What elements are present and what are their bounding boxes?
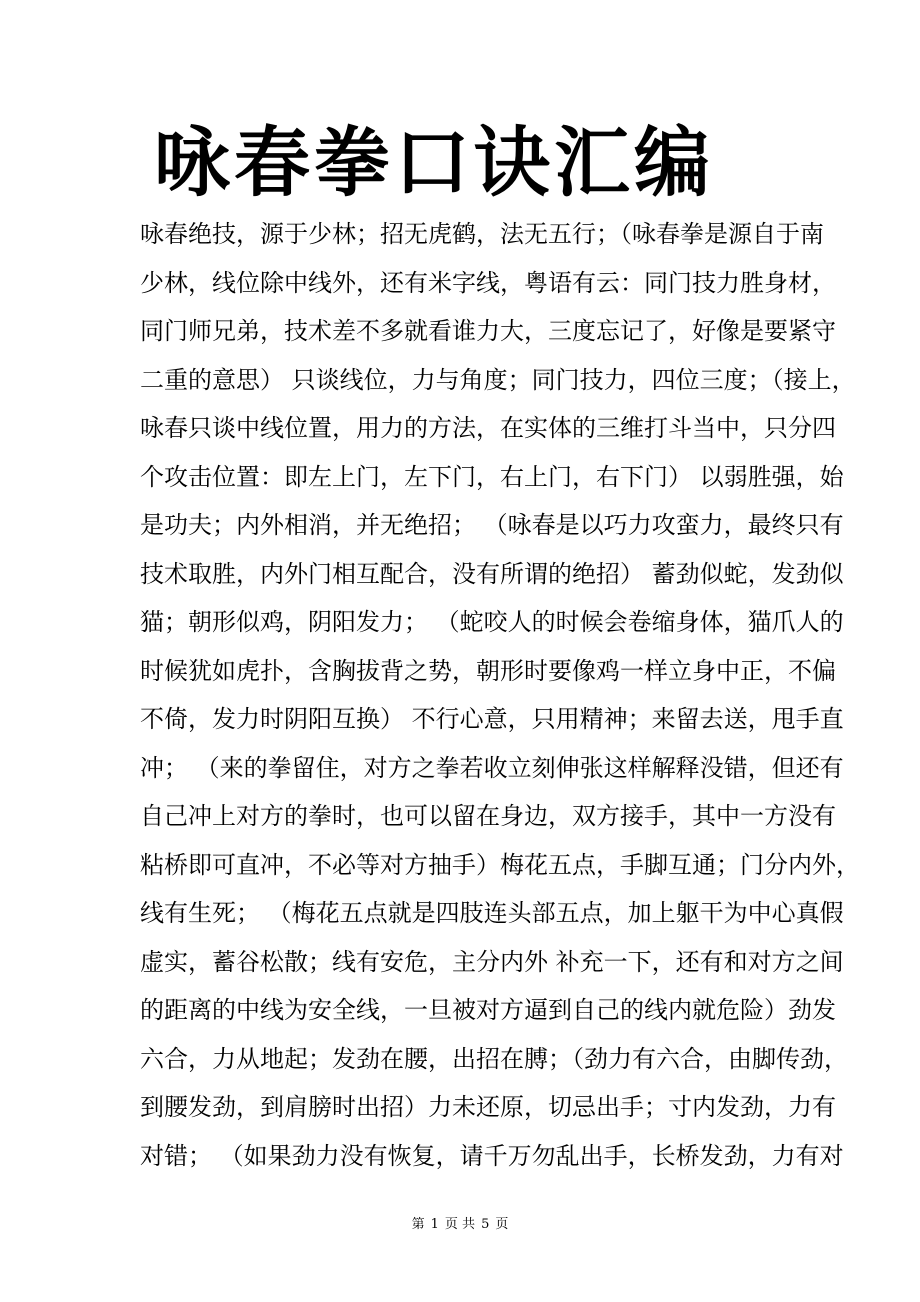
body-line: 自己冲上对方的拳时，也可以留在身边，双方接手，其中一方没有: [140, 802, 836, 830]
document-title: 咏春拳口诀汇编: [154, 118, 714, 207]
body-line: 二重的意思） 只谈线位，力与角度；同门技力，四位三度；（接上，: [140, 365, 856, 394]
footer-page-number: 1: [430, 1217, 439, 1232]
body-line: 不倚，发力时阴阳互换） 不行心意，只用精神；来留去送，甩手直: [140, 705, 844, 733]
footer-middle: 页 共: [444, 1217, 476, 1232]
body-line: 猫；朝形似鸡，阴阳发力； （蛇咬人的时候会卷缩身体，猫爪人的: [140, 608, 844, 636]
footer-total-pages: 5: [481, 1217, 490, 1232]
footer-suffix: 页: [495, 1217, 509, 1232]
body-line: 到腰发劲，到肩膀时出招）力未还原，切忌出手；寸内发劲，力有: [140, 1093, 836, 1121]
body-line: 少林，线位除中线外，还有米字线，粤语有云：同门技力胜身材，: [140, 268, 836, 297]
body-line: 咏春只谈中线位置，用力的方法，在实体的三维打斗当中，只分四: [140, 414, 836, 442]
body-line: 同门师兄弟，技术差不多就看谁力大，三度忘记了，好像是要紧守: [140, 317, 836, 345]
body-line: 的距离的中线为安全线，一旦被对方逼到自己的线内就危险）劲发: [140, 996, 836, 1024]
body-line: 冲； （来的拳留住，对方之拳若收立刻伸张这样解释没错，但还有: [140, 753, 844, 782]
body-line: 六合，力从地起；发劲在腰，出招在膊；（劲力有六合，由脚传劲，: [140, 1044, 848, 1073]
body-line: 技术取胜，内外门相互配合，没有所谓的绝招） 蓄劲似蛇，发劲似: [140, 559, 844, 588]
body-line: 时候犹如虎扑，含胸拔背之势，朝形时要像鸡一样立身中正，不偏: [140, 656, 836, 685]
footer-prefix: 第: [411, 1217, 425, 1232]
page-footer: [0, 1213, 920, 1232]
body-line: 咏春绝技，源于少林；招无虎鹤，法无五行；（咏春拳是源自于南: [140, 220, 824, 248]
body-line: 粘桥即可直冲，不必等对方抽手）梅花五点，手脚互通；门分内外，: [140, 850, 860, 879]
body-line: 个攻击位置：即左上门，左下门，右上门，右下门） 以弱胜强，始: [140, 462, 844, 491]
body-line: 对错； （如果劲力没有恢复，请千万勿乱出手，长桥发劲，力有对: [140, 1141, 844, 1170]
body-line: 虚实，蓄谷松散；线有安危，主分内外 补充一下，还有和对方之间: [140, 947, 844, 976]
body-line: 线有生死； （梅花五点就是四肢连头部五点，加上躯干为中心真假: [140, 899, 844, 927]
body-line: 是功夫；内外相消，并无绝招； （咏春是以巧力攻蛮力，最终只有: [140, 511, 844, 539]
document-body: [140, 210, 860, 1180]
